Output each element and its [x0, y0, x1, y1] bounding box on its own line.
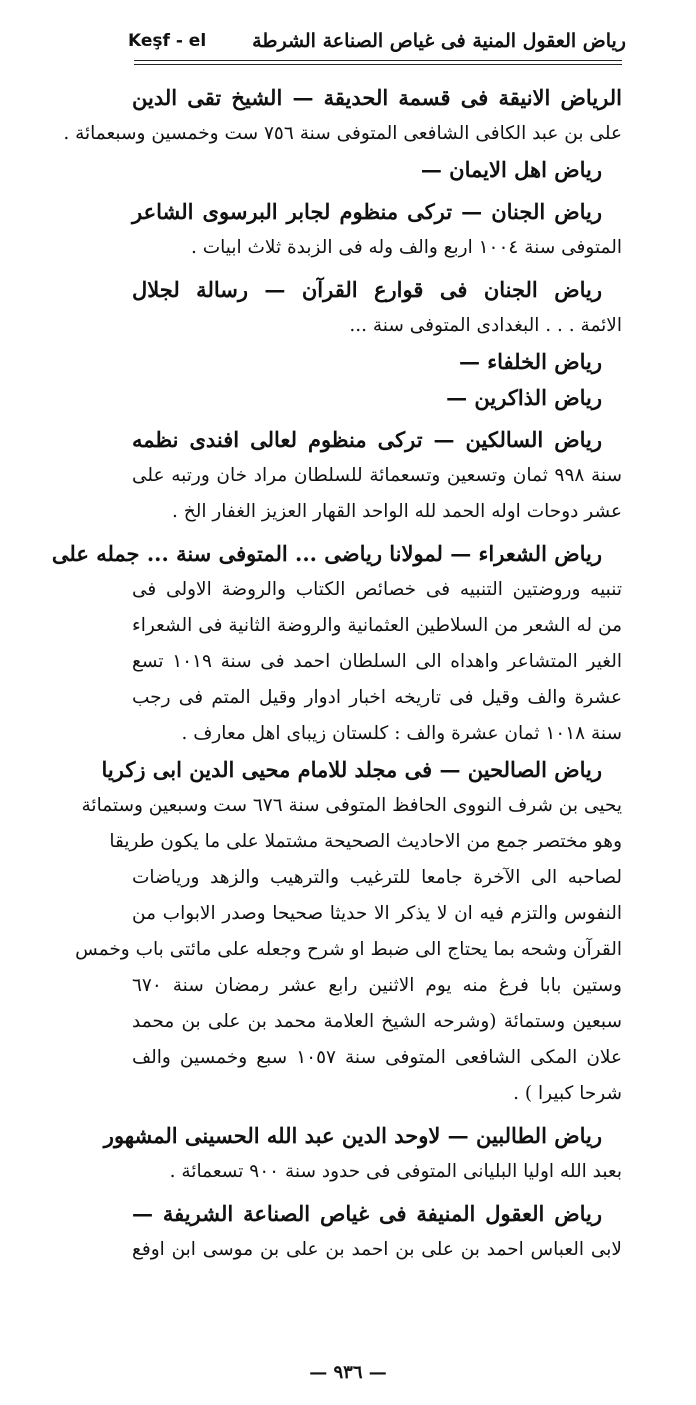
entry-text-line: على بن عبد الكافى الشافعى المتوفى سنة ٧٥٦ ست وخمسين وسبعمائة . — [63, 123, 622, 144]
entry-heading-line: رياض الخلفاء — — [458, 349, 602, 374]
entry-text-line: القرآن وشحه بما يحتاج الى ضبط او شرح وجعله على مائتى باب وخمس — [75, 939, 622, 960]
entry-heading-line: الرياض الانيقة فى قسمة الحديقة — الشيخ تقى الدين — [132, 85, 622, 110]
entry-text-line: عشرة والف وقيل فى تاريخه اخبار ادوار وقيل المتم فى رجب — [132, 687, 622, 708]
header-rule — [134, 60, 622, 65]
entry-heading-line: رياض العقول المنيفة فى غياص الصناعة الشريفة — — [132, 1201, 602, 1226]
entry-text-line: سنة ٩٩٨ ثمان وتسعين وتسعمائة للسلطان مراد خان ورتبه على — [132, 465, 622, 486]
entry-heading-line: رياض الذاكرين — — [446, 385, 602, 410]
entry-text-line: الغير المتشاعر واهداه الى السلطان احمد فى سنة ١٠١٩ تسع — [132, 651, 622, 672]
page-number: — ٩٣٦ — — [309, 1362, 387, 1383]
running-head-left: Keşf - el — [128, 31, 207, 51]
entry-text-line: سبعين وستمائة (وشرحه الشيخ العلامة محمد بن على بن محمد — [132, 1011, 622, 1032]
entry-text-line: النفوس والتزم فيه ان لا يذكر الا حديثا صحيحا وصدر الابواب من — [132, 903, 622, 924]
entry-text-line: الائمة . . . البغدادى المتوفى سنة ... — [349, 315, 622, 336]
entry-text-line: لابى العباس احمد بن على بن احمد بن على بن موسى ابن اوفع — [132, 1239, 622, 1260]
entry-heading-line: رياض الجنان — تركى منظوم لجابر البرسوى الشاعر — [132, 199, 602, 224]
entry-heading-line: رياض الشعراء — لمولانا رياضى ... المتوفى سنة ... جمله على — [51, 541, 602, 566]
entry-text-line: المتوفى سنة ١٠٠٤ اربع والف وله فى الزبدة ثلاث ابيات . — [190, 237, 622, 258]
entry-text-line: شرحا كبيرا ) . — [513, 1083, 622, 1104]
entry-text-line: سنة ١٠١٨ ثمان عشرة والف : كلستان زيباى اهل معارف . — [181, 723, 622, 744]
entry-heading-line: رياض الجنان فى قوارع القرآن — رسالة لجلال — [132, 277, 602, 302]
entry-heading-line: رياض السالكين — تركى منظوم لعالى افندى نظمه — [132, 427, 602, 452]
entry-heading-line: رياض الطالبين — لاوحد الدين عبد الله الحسينى المشهور — [103, 1123, 602, 1148]
entry-text-line: عشر دوحات اوله الحمد لله الواحد القهار العزيز الغفار الخ . — [172, 501, 622, 522]
page-body — [51, 80, 622, 1268]
entry-heading-line: رياض اهل الايمان — — [420, 157, 602, 182]
entry-text-line: من له الشعر من السلاطين العثمانية والروضة الثانية فى الشعراء — [132, 615, 622, 636]
entry-text-line: يحيى بن شرف النووى الحافظ المتوفى سنة ٦٧٦ ست وسبعين وستمائة — [81, 795, 622, 816]
entry-text-line: وهو مختصر جمع من الاحاديث الصحيحة مشتملا على ما يكون طريقا — [109, 831, 622, 852]
entry-text-line: علان المكى الشافعى المتوفى سنة ١٠٥٧ سبع وخمسين والف — [132, 1047, 622, 1068]
running-head — [128, 26, 626, 56]
running-head-title: رياض العقول المنية فى غياص الصناعة الشرطة — [252, 30, 626, 52]
entry-heading-line: رياض الصالحين — فى مجلد للامام محيى الدين ابى زكريا — [101, 757, 602, 782]
entry-text-line: وستين بابا فرغ منه يوم الاثنين رابع عشر رمضان سنة ٦٧٠ — [132, 975, 622, 996]
entry-text-line: بعبد الله اوليا البليانى المتوفى فى حدود سنة ٩٠٠ تسعمائة . — [169, 1161, 622, 1182]
entry-text-line: لصاحبه الى الآخرة جامعا للترغيب والترهيب والزهد ورياضات — [132, 867, 622, 888]
entry-text-line: تنبيه وروضتين التنبيه فى خصائص الكتاب والروضة الاولى فى — [132, 579, 622, 600]
